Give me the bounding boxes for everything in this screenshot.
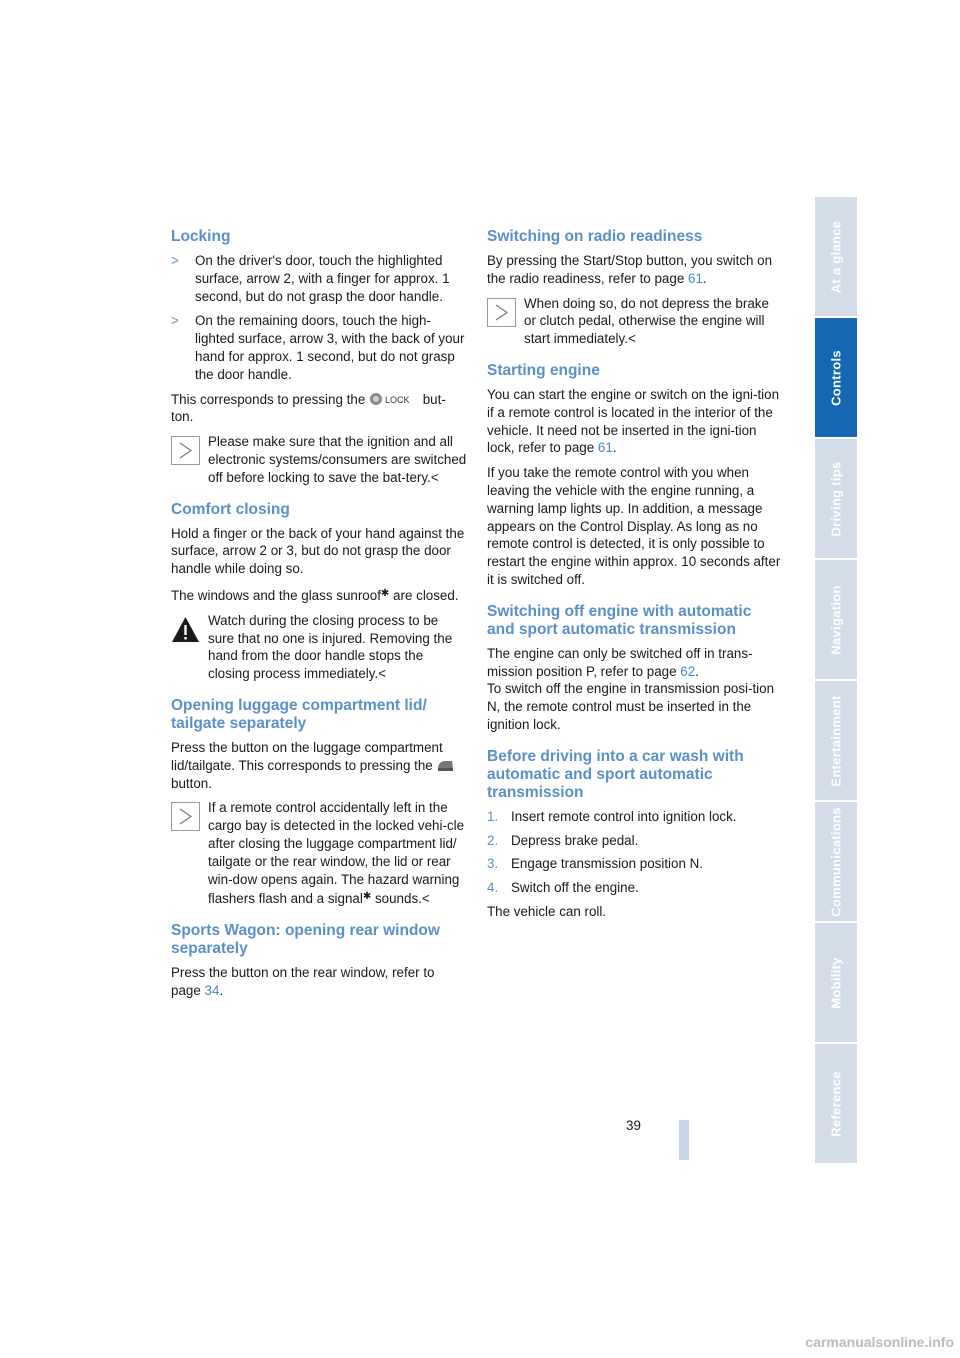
warning-icon: [171, 615, 200, 644]
bullet-item: [171, 252, 467, 305]
page-link[interactable]: 61: [688, 270, 703, 286]
section-title-car-wash: Before driving into a car wash with automatic and sport automatic transmission: [487, 747, 744, 801]
asterisk: ✱: [362, 891, 372, 903]
text: Press the button on the rear window, refer to page: [171, 965, 435, 998]
text: .: [702, 270, 707, 286]
text: are closed.: [393, 587, 459, 603]
bullet-text: On the driver's door, touch the highlighted surface, arrow 2, with a finger for approx. 1 second, but do not grasp the door handle.: [195, 253, 450, 304]
text: The windows and the glass sunroof: [171, 587, 381, 603]
end-mark: <: [627, 331, 636, 347]
text: .: [695, 663, 699, 679]
tab-label: Driving tips: [828, 460, 844, 537]
end-mark: <: [421, 891, 430, 907]
note-icon: [171, 802, 200, 831]
end-mark: <: [430, 469, 439, 485]
page-link[interactable]: 61: [597, 440, 613, 456]
section-title-wagon: Sports Wagon: opening rear window separately: [171, 922, 440, 958]
section-title-locking: Locking: [171, 228, 231, 245]
tab-label: Reference: [828, 1070, 844, 1137]
tailgate-button-icon: [437, 758, 454, 772]
lock-button-icon: [369, 392, 419, 406]
tab-reference[interactable]: [815, 1044, 857, 1163]
step-text: Switch off the engine.: [511, 880, 639, 896]
paragraph: [487, 645, 783, 734]
section-title-starting: Starting engine: [487, 361, 600, 379]
note-text: Please make sure that the ignition and all electronic systems/consumers are switched off before locking to save the bat-tery.: [208, 434, 467, 485]
step-number: 2.: [487, 832, 499, 848]
asterisk: ✱: [380, 587, 390, 599]
paragraph: Hold a finger or the back of your hand against the surface, arrow 2 or 3, but do not grasp the door handle while doing so.: [171, 525, 465, 577]
tab-label: Mobility: [828, 956, 844, 1009]
note: [171, 799, 467, 908]
text: .: [612, 440, 617, 456]
step-number: 1.: [487, 808, 499, 824]
note-text: When doing so, do not depress the brake or clutch pedal, otherwise the engine will start immediately.: [524, 295, 769, 347]
section-title-luggage: Opening luggage compartment lid/ tailgate separately: [171, 696, 427, 732]
list-item: [487, 855, 783, 873]
page-number: 39: [626, 1118, 641, 1133]
note: [171, 433, 467, 486]
list-item: [487, 879, 783, 897]
text: This corresponds to pressing the: [171, 391, 366, 407]
list-item: [487, 832, 783, 850]
tab-label: Navigation: [828, 584, 844, 655]
tab-controls[interactable]: [815, 318, 857, 437]
tab-driving-tips[interactable]: [815, 439, 857, 558]
note-text: Watch during the closing process to be sure that no one is injured. Removing the hand from the door handle stops the closing process immediately.: [208, 612, 453, 682]
section-title-comfort: Comfort closing: [171, 500, 290, 518]
bullet-item: [171, 312, 467, 383]
note-icon: [487, 298, 516, 327]
tab-label: Controls: [828, 349, 844, 406]
paragraph: If you take the remote control with you when leaving the vehicle with the engine running, a warning lamp lights up. In addition, a message appears on the Control Display. As long as no remote control is detected, it is only possible to restart the engine within approx. 10 seconds after it is switched off.: [487, 465, 781, 587]
bullet-marker: >: [171, 253, 179, 268]
right-column: [487, 228, 783, 928]
text: but-ton.: [171, 391, 446, 425]
paragraph: [171, 585, 467, 605]
list-item: [487, 808, 783, 826]
section-title-radio: Switching on radio readiness: [487, 228, 703, 245]
paragraph: [171, 964, 467, 1000]
chapter-tabs: [815, 197, 857, 1165]
step-number: 3.: [487, 856, 499, 872]
paragraph: [171, 391, 467, 427]
text: button.: [171, 775, 212, 791]
tab-at-a-glance[interactable]: [815, 197, 857, 316]
paragraph: [171, 739, 467, 792]
warning-note: [171, 612, 467, 683]
end-mark: <: [378, 666, 387, 682]
left-column: [171, 228, 467, 1007]
watermark: carmanualsonline.info: [805, 1334, 954, 1350]
step-text: Engage transmission position N.: [511, 856, 704, 872]
step-text: Depress brake pedal.: [511, 832, 639, 848]
note-text: If a remote control accidentally left in the cargo bay is detected in the locked vehi-cle after closing the luggage compartment lid/ tailgate or the rear window, the lid or rear win-dow opens again. The hazard warning flashers flash and a signal: [208, 800, 465, 907]
tab-entertainment[interactable]: [815, 681, 857, 800]
note: [487, 295, 783, 348]
note-icon: [171, 436, 200, 465]
tab-communications[interactable]: [815, 802, 857, 921]
page-marker-bar: [679, 1120, 689, 1160]
paragraph: The vehicle can roll.: [487, 903, 607, 919]
paragraph: [487, 386, 783, 457]
bullet-marker: >: [171, 313, 179, 329]
page-link[interactable]: 62: [680, 663, 696, 679]
tab-label: Entertainment: [828, 694, 844, 787]
page-link[interactable]: 34: [204, 982, 220, 998]
lock-label: LOCK: [385, 394, 410, 405]
bullet-text: On the remaining doors, touch the high-lighted surface, arrow 3, with the back of your hand for approx. 1 second, but do not grasp the door handle.: [195, 313, 465, 382]
step-text: Insert remote control into ignition lock.: [511, 808, 737, 824]
section-title-switching-off: Switching off engine with automatic and sport automatic transmission: [487, 602, 752, 638]
tab-navigation[interactable]: [815, 560, 857, 679]
tab-mobility[interactable]: [815, 923, 857, 1042]
text: The engine can only be switched off in trans-mission position P, refer to page: [487, 645, 753, 679]
text: By pressing the Start/Stop button, you switch on the radio readiness, refer to page: [487, 253, 773, 286]
paragraph: [487, 252, 783, 288]
tab-label: At a glance: [828, 220, 844, 293]
text: .: [219, 982, 224, 998]
step-number: 4.: [487, 880, 499, 896]
text: sounds.: [374, 891, 422, 907]
text: You can start the engine or switch on the igni-tion if a remote control is located in the interior of the vehicle. It need not be inserted in the igni-tion lock, refer to page: [487, 386, 780, 456]
text: Press the button on the luggage compartment lid/tailgate. This corresponds to pressing the: [171, 739, 443, 773]
tab-label: Communications: [828, 806, 844, 917]
text: To switch off the engine in transmission posi-tion N, the remote control must be inserted in the ignition lock.: [487, 681, 775, 732]
